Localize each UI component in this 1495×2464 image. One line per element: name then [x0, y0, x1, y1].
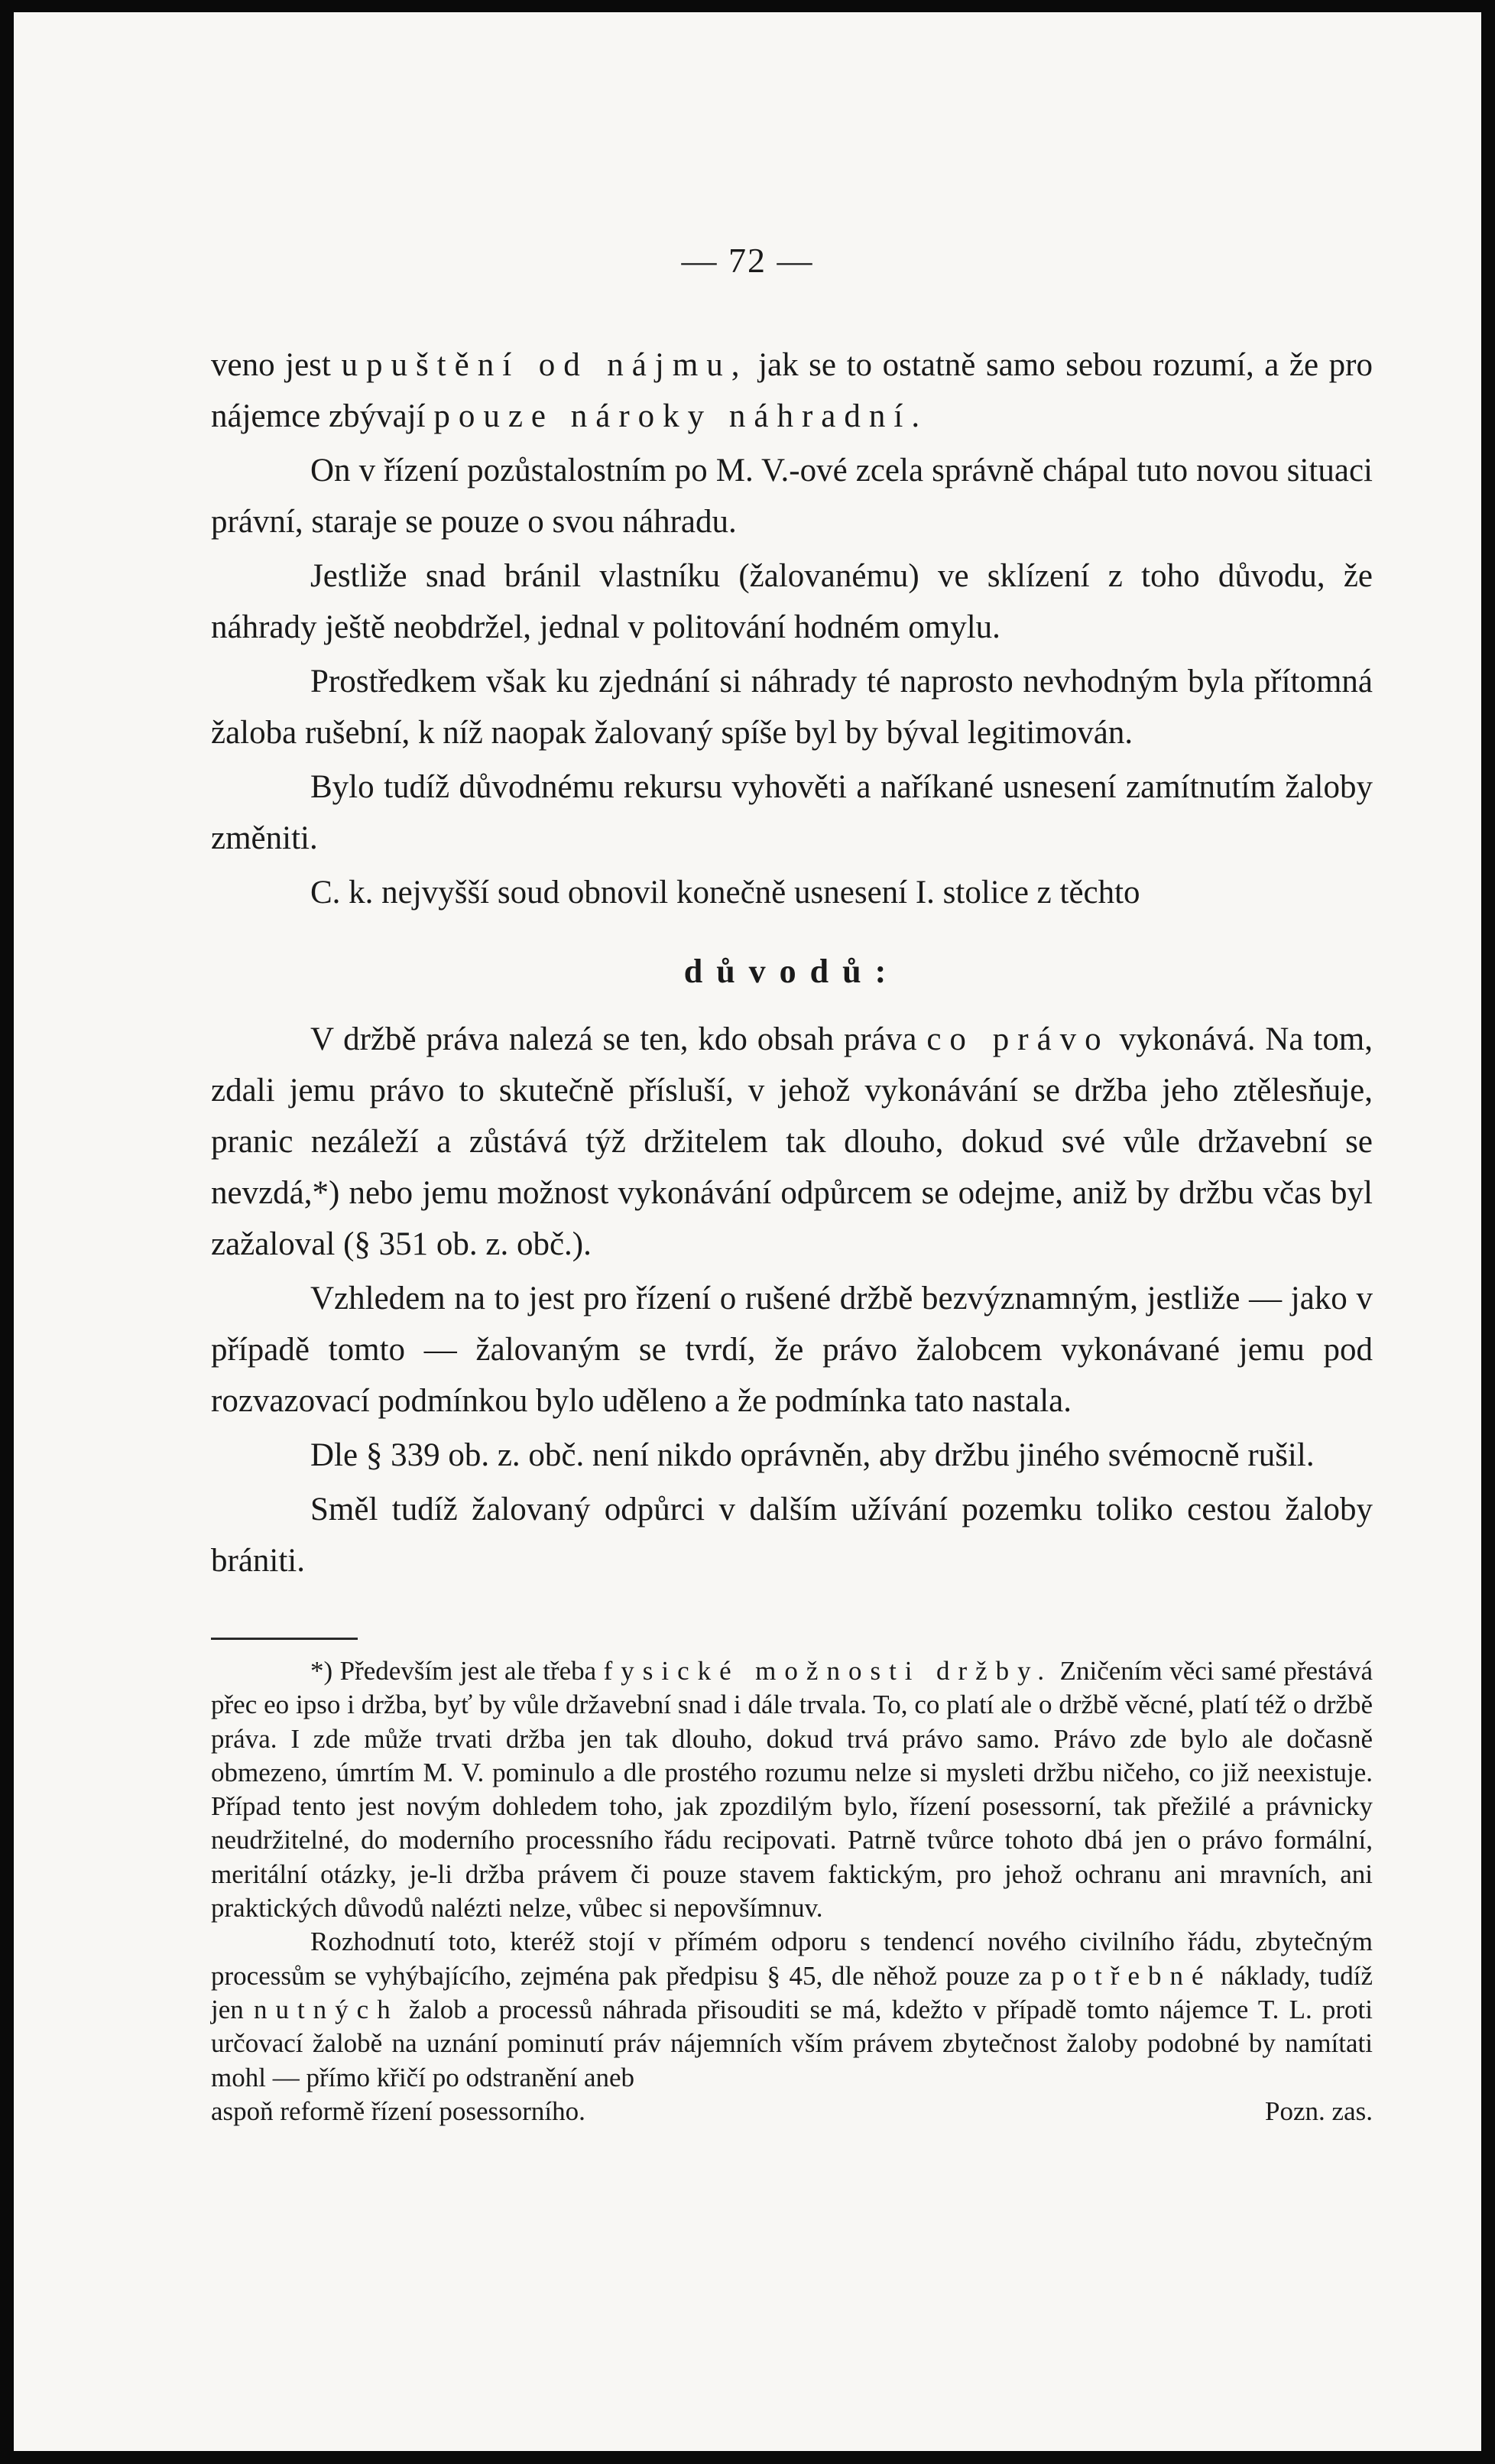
- spaced-text: fysické možnosti držby.: [603, 1656, 1053, 1686]
- spaced-text: pouze nároky náhradní.: [433, 398, 929, 434]
- spaced-text: nutných: [253, 1994, 399, 2024]
- paragraph: C. k. nejvyšší soud obnovil konečně usnesení I. stolice z těchto: [310, 875, 1140, 911]
- book-page: [14, 12, 1481, 2451]
- section-heading: důvodů:: [683, 953, 900, 990]
- footnote-paragraph: [211, 1654, 1373, 1925]
- paragraph: Dle § 339 ob. z. obč. není nikdo oprávněn, aby držbu jiného svémocně rušil.: [310, 1437, 1315, 1473]
- paragraph: Vzhledem na to jest pro řízení o rušené držbě bezvýznamným, jestliže — jako v případě tomto — žalovaným se tvrdí, že právo žalobcem vykonávané jemu pod rozvazovací podmínkou bylo uděleno a že podmínka tato nastala.: [211, 1281, 1373, 1419]
- footnote-divider: [211, 1638, 358, 1640]
- page-number: — 72 —: [681, 241, 814, 280]
- footnote-signature: Pozn. zas.: [1265, 2096, 1373, 2126]
- text-run: Zničením věci samé přestává přec eo ipso i držba, byť by vůle državební snad i dále trvala. To, co platí ale o držbě věcné, platí též o držbě práva. I zde může trvati držba jen tak dlouho, dokud trvá právo samo. Právo zde bylo ale dočasně obmezeno, úmrtím M. V. pominulo a dle prostého rozumu nelze si mysleti držbu ničeho, co již neexistuje. Případ tento jest novým dohledem toho, jak zpozdilým bylo, řízení posessorní, tak přežilé a právnicky neudržitelné, do moderního processního řádu recipovati. Patrně tvůrce tohoto dbá jen o právo formální, meritální otázky, je-li držba právem či pouze stavem faktickým, pro jehož ochranu ani mravních, ani praktických důvodů nalézti nelze, vůbec si nepovšímnuv.: [211, 1656, 1373, 1923]
- text-run: náklady, tudíž jen: [211, 1960, 1373, 2024]
- spaced-text: upuštění od nájmu,: [341, 347, 748, 383]
- paragraph: [211, 1014, 1373, 1270]
- spaced-text: potřebné: [1051, 1960, 1212, 1991]
- footnote-last-line: [211, 2095, 1373, 2128]
- spaced-text: co právo: [926, 1021, 1110, 1057]
- paragraph: Směl tudíž žalovaný odpůrci v dalším užívání pozemku toliko cestou žaloby brániti.: [211, 1492, 1373, 1579]
- paragraph: On v řízení pozůstalostním po M. V.-ové zcela správně chápal tuto novou situaci právní, staraje se pouze o svou náhradu.: [211, 453, 1373, 540]
- footnote: [211, 1654, 1373, 2128]
- paragraph: Jestliže snad bránil vlastníku (žalovanému) ve sklízení z toho důvodu, že náhrady ještě neobdržel, jednal v politování hodném omylu.: [211, 558, 1373, 645]
- footnote-paragraph: [211, 1925, 1373, 2094]
- text-run: jak se to ostatně samo sebou rozumí, a že pro nájemce zbývají: [211, 347, 1373, 434]
- text-run: vykonává. Na tom, zdali jemu právo to skutečně přísluší, v jehož vykonávání se držba jeho ztělesňuje, pranic nezáleží a zůstává týž držitelem tak dlouho, dokud své vůle državební se nevzdá,*) nebo jemu možnost vykonávání odpůrcem se odejme, aniž by držbu včas byl zažaloval (§ 351 ob. z. obč.).: [211, 1021, 1373, 1262]
- paragraph: Prostředkem však ku zjednání si náhrady té naprosto nevhodným byla přítomná žaloba rušební, k níž naopak žalovaný spíše byl by býval legitimován.: [211, 664, 1373, 751]
- main-text: [211, 339, 1373, 1589]
- paragraph: [211, 339, 1373, 442]
- text-run: Rozhodnutí toto, kteréž stojí v přímém odporu s tendencí nového civilního řádu, zbytečným processům se vyhýbajícího, zejména pak předpisu § 45, dle něhož pouze za: [211, 1927, 1373, 1991]
- text-run: veno jest: [211, 347, 342, 383]
- text-run: *) Především jest ale třeba: [310, 1656, 604, 1686]
- text-run: žalob a processů náhrada přisouditi se má, kdežto v případě tomto nájemce T. L. proti určovací žalobě na uznání pominutí práv nájemních vším právem zbytečnost žaloby podobné by namítati mohl — přímo křičí po odstranění aneb: [211, 1994, 1373, 2092]
- paragraph: Bylo tudíž důvodnému rekursu vyhověti a naříkané usnesení zamítnutím žaloby změniti.: [211, 769, 1373, 856]
- text-run: aspoň reformě řízení posessorního.: [211, 2096, 585, 2126]
- text-run: V držbě práva nalezá se ten, kdo obsah práva: [310, 1021, 927, 1057]
